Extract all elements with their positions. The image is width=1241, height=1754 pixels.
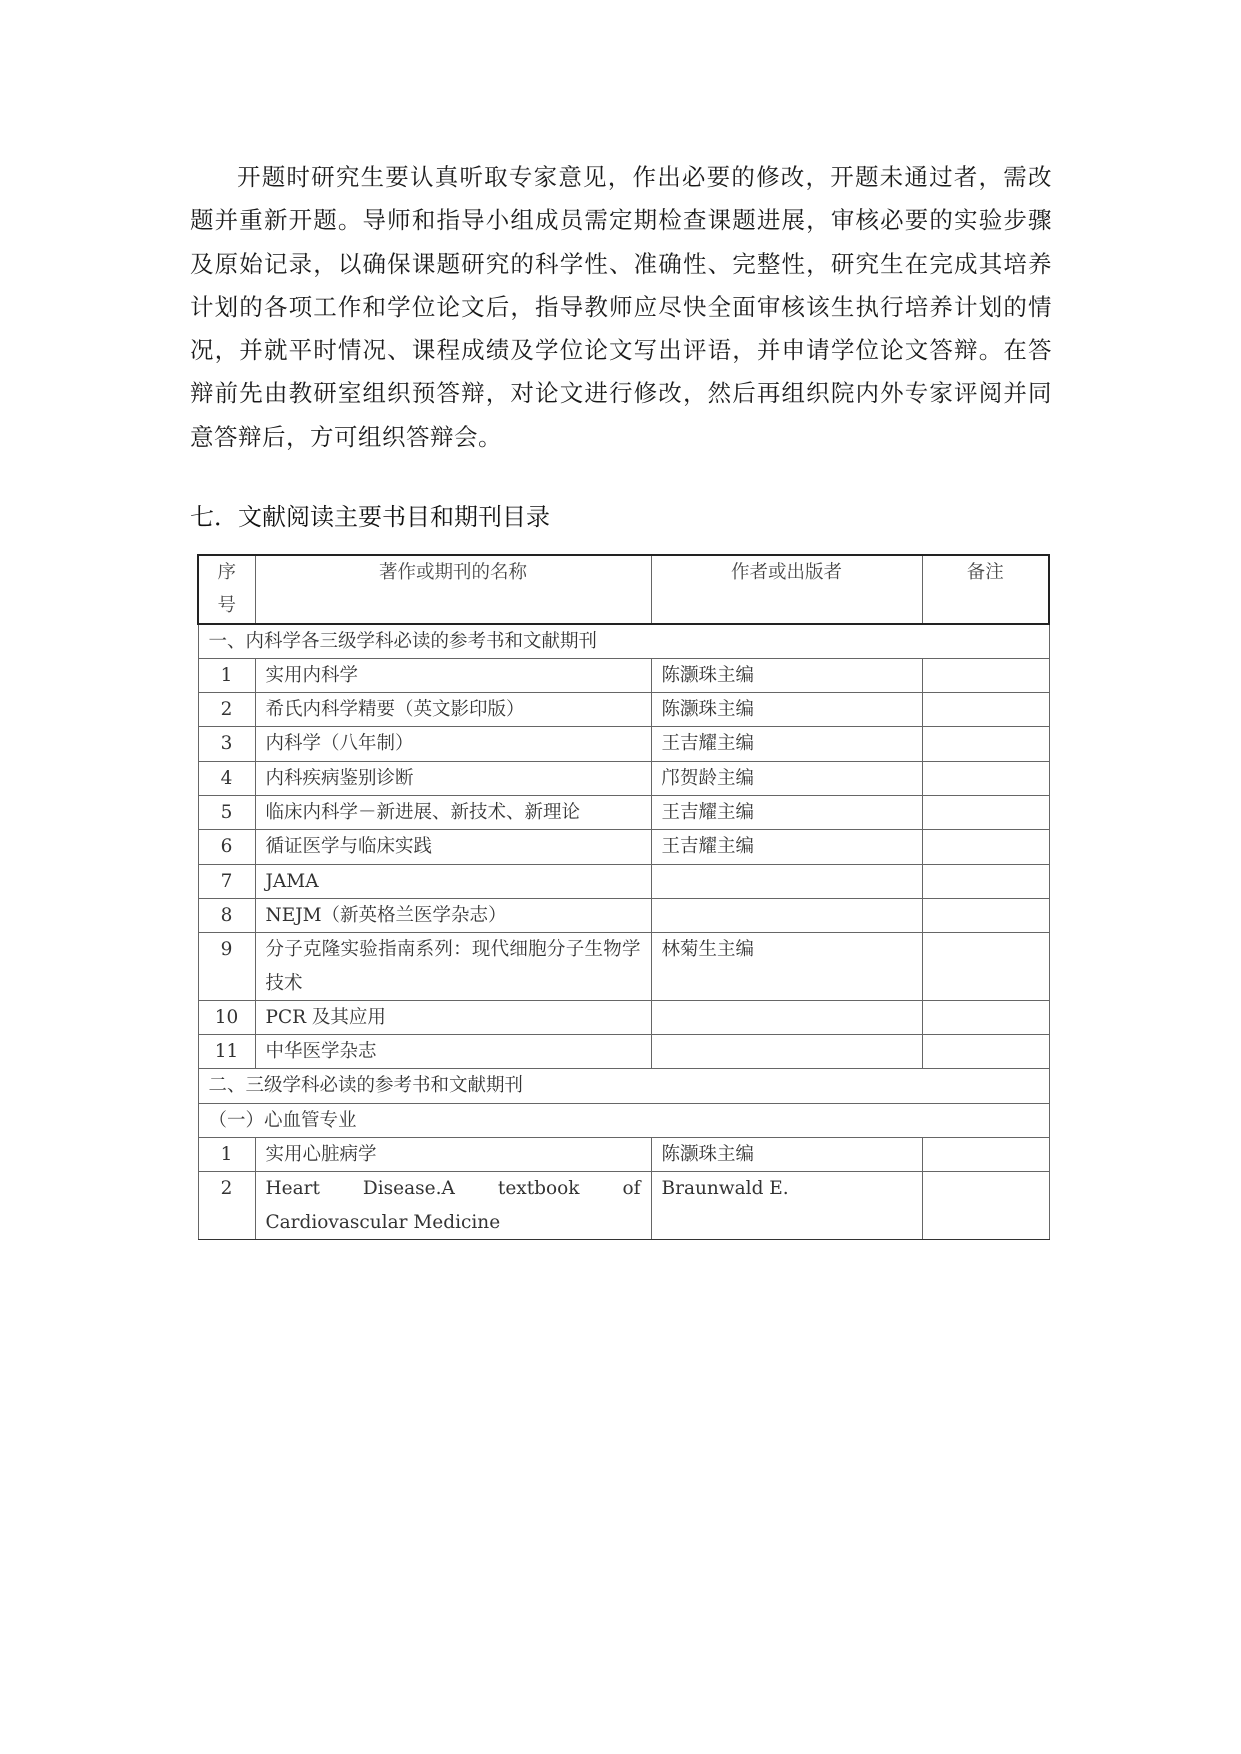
row-notes [922,1000,1049,1034]
row-title: 分子克隆实验指南系列：现代细胞分子生物学技术 [255,933,651,1001]
row-title: JAMA [255,864,651,898]
row-title: 实用心脏病学 [255,1138,651,1172]
table-row [198,727,1049,761]
row-num: 3 [198,727,255,761]
row-num: 10 [198,1000,255,1034]
section-row [198,624,1049,659]
table-row [198,864,1049,898]
row-num: 5 [198,796,255,830]
table-row [198,898,1049,932]
row-num: 2 [198,693,255,727]
row-author: 王吉耀主编 [651,830,922,864]
row-num: 1 [198,658,255,692]
header-notes: 备注 [922,555,1049,624]
row-title: Heart Disease.A textbook of Cardiovascular Medicine [255,1172,651,1240]
row-num: 1 [198,1138,255,1172]
row-title: 内科学（八年制） [255,727,651,761]
table-row [198,693,1049,727]
row-num: 2 [198,1172,255,1240]
row-num: 9 [198,933,255,1001]
row-title: 希氏内科学精要（英文影印版） [255,693,651,727]
row-author [651,1000,922,1034]
row-notes [922,761,1049,795]
row-num: 11 [198,1035,255,1069]
row-title: 内科疾病鉴别诊断 [255,761,651,795]
row-notes [922,898,1049,932]
row-title: 循证医学与临床实践 [255,830,651,864]
table-row [198,1172,1049,1240]
row-num: 4 [198,761,255,795]
row-author: 王吉耀主编 [651,727,922,761]
row-notes [922,1172,1049,1240]
row-author: 陈灏珠主编 [651,693,922,727]
table-row [198,933,1049,1001]
row-notes [922,693,1049,727]
table-header [198,555,1049,624]
row-notes [922,830,1049,864]
row-notes [922,727,1049,761]
header-title: 著作或期刊的名称 [255,555,651,624]
row-num: 6 [198,830,255,864]
subsection-row [198,1103,1049,1137]
row-title: PCR 及其应用 [255,1000,651,1034]
row-num: 7 [198,864,255,898]
table-body [198,624,1049,1240]
row-title: 临床内科学－新进展、新技术、新理论 [255,796,651,830]
table-row [198,761,1049,795]
row-author: 陈灏珠主编 [651,658,922,692]
row-notes [922,864,1049,898]
row-author: 邝贺龄主编 [651,761,922,795]
table-row [198,1000,1049,1034]
row-notes [922,796,1049,830]
header-num: 序号 [198,555,255,624]
row-author [651,1035,922,1069]
row-author [651,864,922,898]
section-title: 二、三级学科必读的参考书和文献期刊 [198,1069,1049,1103]
section-title: 一、内科学各三级学科必读的参考书和文献期刊 [198,624,1049,659]
header-author: 作者或出版者 [651,555,922,624]
table-row [198,796,1049,830]
table-row [198,830,1049,864]
row-author: 林菊生主编 [651,933,922,1001]
row-notes [922,658,1049,692]
section-row [198,1069,1049,1103]
table-row [198,658,1049,692]
row-title: 中华医学杂志 [255,1035,651,1069]
row-num: 8 [198,898,255,932]
row-author: Braunwald E. [651,1172,922,1240]
section-heading: 七．文献阅读主要书目和期刊目录 [190,503,550,531]
table-row [198,1035,1049,1069]
row-notes [922,1035,1049,1069]
row-notes [922,1138,1049,1172]
row-notes [922,933,1049,1001]
row-title: NEJM（新英格兰医学杂志） [255,898,651,932]
row-author: 王吉耀主编 [651,796,922,830]
subsection-title: （一）心血管专业 [198,1103,1049,1137]
row-author [651,898,922,932]
body-paragraph: 开题时研究生要认真听取专家意见，作出必要的修改，开题未通过者，需改题并重新开题。导师和指导小组成员需定期检查课题进展，审核必要的实验步骤及原始记录，以确保课题研究的科学性、准确性、完整性，研究生在完成其培养计划的各项工作和学位论文后，指导教师应尽快全面审核该生执行培养计划的情况，并就平时情况、课程成绩及学位论文写出评语，并申请学位论文答辩。在答辩前先由教研室组织预答辩，对论文进行修改，然后再组织院内外专家评阅并同意答辩后，方可组织答辩会。 [190,163,1052,451]
reading-list-table [197,554,1050,1240]
table-header-row [198,555,1049,624]
row-author: 陈灏珠主编 [651,1138,922,1172]
row-title: 实用内科学 [255,658,651,692]
table-row [198,1138,1049,1172]
